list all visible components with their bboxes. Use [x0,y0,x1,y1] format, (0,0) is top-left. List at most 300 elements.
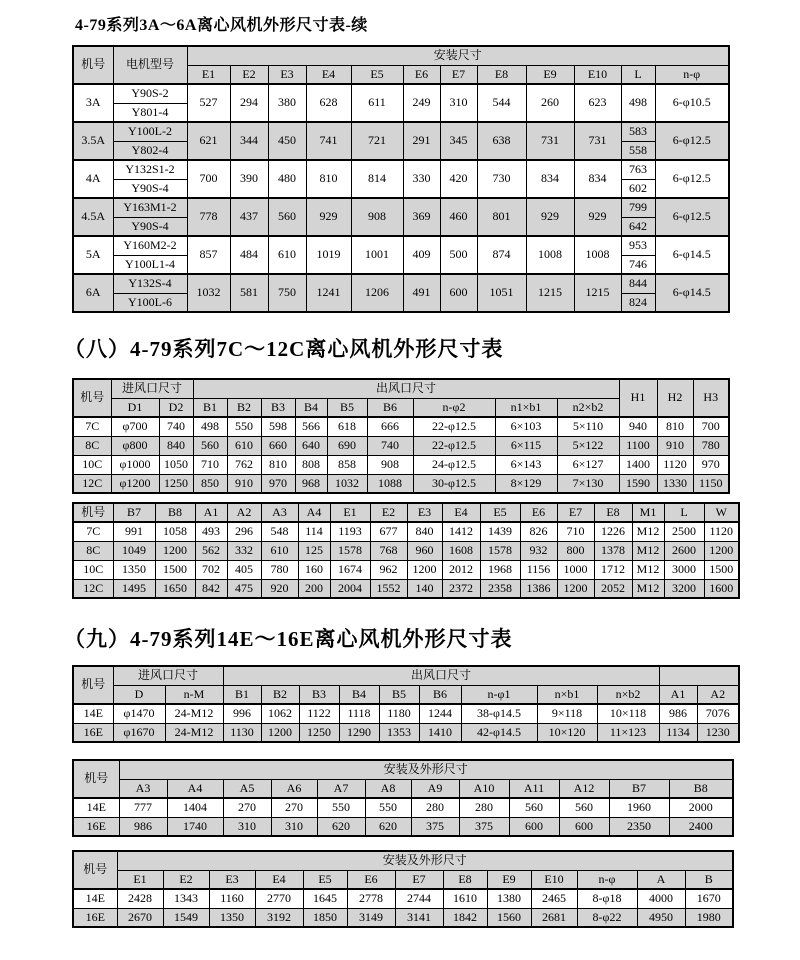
column-header-cell: E7 [557,503,594,522]
table-cell: 1650 [155,579,195,598]
table-cell: 763 [621,160,655,179]
table-cell: 940 [619,417,657,436]
column-header-cell: D2 [159,398,193,417]
table-header-row [73,779,733,798]
table-cell: 778 [187,198,230,236]
table-cell: 1608 [442,541,480,560]
table-cell: 1008 [526,236,574,274]
table-cell: 1134 [659,723,697,742]
table-cell: 808 [295,455,327,474]
table-cell: 1842 [443,908,487,927]
table-cell: 800 [557,541,594,560]
table-cell: 1590 [619,474,657,493]
table-cell: 8×129 [495,474,557,493]
table-cell: 1560 [487,908,531,927]
table-3a-6a-install-dimensions [72,45,730,313]
table-cell: 3149 [347,908,395,927]
table-cell: 1062 [261,704,299,723]
column-header-cell: n2×b2 [557,398,619,417]
table-cell: 1120 [704,522,739,541]
column-header-cell: E2 [163,870,209,889]
table-cell: 970 [693,455,729,474]
table-cell: 38-φ14.5 [461,704,537,723]
table-cell: 1404 [167,798,223,817]
table-cell: 858 [327,455,367,474]
table-cell: 1578 [480,541,520,560]
table-cell: 1100 [619,436,657,455]
table-cell: 810 [306,160,351,198]
table-row [73,704,739,723]
table-cell: 560 [193,436,227,455]
column-header-cell: 安装及外形尺寸 [119,760,733,779]
table-cell: 405 [227,560,261,579]
column-header-cell: W [704,503,739,522]
table-cell: 369 [403,198,440,236]
table-row [73,474,729,493]
table-cell: 929 [574,198,621,236]
table-cell: 3.5A [73,122,113,160]
table-cell: 1200 [261,723,299,742]
table-cell: 550 [227,417,261,436]
table-cell: 2350 [609,817,669,836]
column-header-cell: 电机型号 [113,46,187,84]
table-cell: 1350 [113,560,155,579]
column-header-cell: B1 [223,685,261,704]
table-cell: 1386 [520,579,557,598]
table-cell: 1215 [574,274,621,312]
table-cell: 12C [73,474,111,493]
table-header-row [73,666,739,685]
table-cell: 1378 [594,541,632,560]
table-cell: 1180 [379,704,419,723]
table-header-row [73,503,739,522]
column-header-cell: n-φ [655,65,729,84]
table-cell: 310 [440,84,477,122]
table-cell: 1439 [480,522,520,541]
table-cell: 842 [195,579,227,598]
table-cell: 16E [73,817,119,836]
column-header-cell: B7 [609,779,669,798]
table-cell: 475 [227,579,261,598]
table-header-row [73,379,729,398]
table-cell: 270 [223,798,271,817]
table-cell: 1712 [594,560,632,579]
column-header-cell: B7 [113,503,155,522]
table-cell: 640 [295,436,327,455]
column-header-cell: n×b1 [537,685,597,704]
table-cell: 660 [261,436,295,455]
table-cell: 700 [187,160,230,198]
column-header-cell: B5 [327,398,367,417]
column-header-cell: A1 [659,685,697,704]
table-cell: 9×118 [537,704,597,723]
table-header-row [73,851,733,870]
section-title-14e-16e: （九）4-79系列14E～16E离心风机外形尺寸表 [64,627,513,651]
table-cell: Y90S-2 [113,84,187,103]
column-header-cell: E3 [407,503,442,522]
table-cell: 1150 [693,474,729,493]
table-cell: Y163M1-2 [113,198,187,217]
table-cell: 611 [351,84,403,122]
column-header-cell: 进风口尺寸 [113,666,223,685]
table-cell: 2004 [330,579,370,598]
table-cell: Y132S1-2 [113,160,187,179]
column-header-cell: A4 [298,503,330,522]
table-cell: 642 [621,217,655,236]
table-cell: 1206 [351,274,403,312]
table-cell: φ1670 [113,723,165,742]
table-cell: 10×118 [597,704,659,723]
table-cell: 1244 [419,704,461,723]
table-cell: 200 [298,579,330,598]
table-cell: 932 [520,541,557,560]
table-cell: M12 [632,522,664,541]
table-cell: 491 [403,274,440,312]
column-header-cell: B2 [227,398,261,417]
column-header-cell: 机号 [73,379,111,417]
column-header-cell: n-φ2 [413,398,495,417]
column-header-cell: A [637,870,685,889]
table-cell: 777 [119,798,167,817]
table-cell: 330 [403,160,440,198]
table-cell: M12 [632,579,664,598]
column-header-cell: A9 [411,779,459,798]
table-cell: 11×123 [597,723,659,742]
table-cell: 6×115 [495,436,557,455]
table-cell: 3A [73,84,113,122]
table-cell: 2052 [594,579,632,598]
table-cell: 1250 [159,474,193,493]
table-cell: 1008 [574,236,621,274]
table-header-row [73,46,729,65]
column-header-cell: E7 [440,65,477,84]
table-cell: 1960 [609,798,669,817]
table-cell: 6-φ10.5 [655,84,729,122]
table-cell: 260 [526,84,574,122]
table-cell: 602 [621,179,655,198]
column-header-cell: E10 [531,870,577,889]
table-cell: 114 [298,522,330,541]
table-cell: 7×130 [557,474,619,493]
table-cell: 6-φ12.5 [655,198,729,236]
table-header-row [73,685,739,704]
table-cell: 14E [73,798,119,817]
table-cell: 1670 [685,889,733,908]
column-header-cell: B4 [295,398,327,417]
column-header-cell: A7 [317,779,365,798]
table-cell: 484 [230,236,268,274]
table-cell: 1032 [187,274,230,312]
column-header-cell: 进风口尺寸 [111,379,193,398]
column-header-cell: A2 [697,685,739,704]
table-cell: 140 [407,579,442,598]
column-header-cell: E5 [351,65,403,84]
table-row [73,579,739,598]
table-header-row [73,760,733,779]
table-cell: 310 [271,817,317,836]
table-cell: 30-φ12.5 [413,474,495,493]
table-cell: 3141 [395,908,443,927]
table-cell: 583 [621,122,655,141]
column-header-cell: n×b2 [597,685,659,704]
table-cell: 1350 [209,908,255,927]
column-header-cell: E2 [230,65,268,84]
table-cell: 1674 [330,560,370,579]
table-cell: 910 [657,436,693,455]
table-cell: 498 [621,84,655,122]
column-header-cell: E7 [395,870,443,889]
table-14e-16e-mounting-a-dimensions [72,759,734,837]
table-cell: 598 [261,417,295,436]
table-cell: 548 [261,522,298,541]
table-row [73,560,739,579]
table-cell: 600 [559,817,609,836]
table-cell: 826 [520,522,557,541]
table-row [73,798,733,817]
table-cell: 780 [261,560,298,579]
table-cell: 160 [298,560,330,579]
table-cell: 550 [317,798,365,817]
table-cell: 960 [407,541,442,560]
table-cell: Y90S-4 [113,217,187,236]
table-cell: 1353 [379,723,419,742]
table-cell: 6-φ14.5 [655,274,729,312]
table-14e-16e-mounting-e-dimensions [72,850,734,928]
table-cell: 5×110 [557,417,619,436]
table-cell: 1578 [330,541,370,560]
table-cell: 677 [370,522,407,541]
column-header-cell: L [664,503,704,522]
table-cell: 500 [440,236,477,274]
table-cell: 1980 [685,908,733,927]
table-cell: 560 [268,198,306,236]
table-row [73,236,729,255]
table-cell: 6×143 [495,455,557,474]
table-cell: 762 [227,455,261,474]
column-header-cell: A6 [271,779,317,798]
table-cell: 810 [261,455,295,474]
table-cell: Y132S-4 [113,274,187,293]
table-cell: 380 [268,84,306,122]
table-cell: 666 [367,417,413,436]
table-cell: 2681 [531,908,577,927]
table-cell: 1230 [697,723,739,742]
table-cell: 24-M12 [165,704,223,723]
table-cell: 294 [230,84,268,122]
table-cell: 5×122 [557,436,619,455]
table-cell: 280 [459,798,509,817]
column-header-cell: E3 [209,870,255,889]
table-cell: 731 [574,122,621,160]
table-row [73,908,733,927]
table-cell: 628 [306,84,351,122]
table-cell: 7C [73,522,113,541]
table-cell: 460 [440,198,477,236]
table-cell: 5A [73,236,113,274]
table-cell: 908 [367,455,413,474]
table-cell: 610 [227,436,261,455]
table-cell: 558 [621,141,655,160]
table-cell: 2400 [669,817,733,836]
table-header-row [73,870,733,889]
table-cell: 4950 [637,908,685,927]
table-cell: 345 [440,122,477,160]
table-cell: 768 [370,541,407,560]
table-cell: 970 [261,474,295,493]
table-cell: 6×127 [557,455,619,474]
column-header-cell: B6 [419,685,461,704]
table-cell: 437 [230,198,268,236]
column-header-cell: E2 [370,503,407,522]
table-cell: 1001 [351,236,403,274]
table-cell: 8-φ22 [577,908,637,927]
table-cell: 1050 [159,455,193,474]
column-header-cell: B3 [261,398,295,417]
table-cell: 544 [477,84,526,122]
table-cell: 1500 [155,560,195,579]
table-cell: 480 [268,160,306,198]
table-cell: 249 [403,84,440,122]
table-cell: 2744 [395,889,443,908]
table-cell: 390 [230,160,268,198]
table-cell: 1250 [299,723,339,742]
table-cell: 560 [509,798,559,817]
column-header-cell: B3 [299,685,339,704]
table-cell: Y160M2-2 [113,236,187,255]
table-7c-12c-mounting-dimensions [72,502,740,599]
table-cell: 850 [193,474,227,493]
column-header-cell: E6 [520,503,557,522]
table-cell: 420 [440,160,477,198]
table-cell: 344 [230,122,268,160]
table-cell: 1552 [370,579,407,598]
column-header-cell: n-φ [577,870,637,889]
table-row [73,160,729,179]
column-header-cell: A11 [509,779,559,798]
table-cell: 840 [407,522,442,541]
table-cell: 6×103 [495,417,557,436]
column-header-cell: E1 [187,65,230,84]
column-header-cell: A5 [223,779,271,798]
table-cell: 1156 [520,560,557,579]
table-cell: 962 [370,560,407,579]
column-header-cell: E8 [477,65,526,84]
table-cell: 566 [295,417,327,436]
column-header-cell: 机号 [73,503,113,522]
table-cell: 996 [223,704,261,723]
table-cell: 125 [298,541,330,560]
table-cell: 740 [159,417,193,436]
table-row [73,455,729,474]
column-header-cell: 出风口尺寸 [223,666,659,685]
table-cell: Y90S-4 [113,179,187,198]
column-header-cell: E5 [303,870,347,889]
table-cell: 2778 [347,889,395,908]
table-cell: 14E [73,889,117,908]
table-cell: 16E [73,723,113,742]
table-cell: 1645 [303,889,347,908]
table-cell: 4000 [637,889,685,908]
column-header-cell: E1 [330,503,370,522]
table-cell: 834 [574,160,621,198]
table-cell: 1200 [155,541,195,560]
table-cell: 14E [73,704,113,723]
table-cell: 527 [187,84,230,122]
table-row [73,198,729,217]
table-cell: Y100L1-4 [113,255,187,274]
table-cell: 1215 [526,274,574,312]
column-header-cell: 安装尺寸 [187,46,729,65]
table-cell: 1290 [339,723,379,742]
table-cell: 1122 [299,704,339,723]
table-cell: 741 [306,122,351,160]
table-cell: φ1200 [111,474,159,493]
table-cell: 824 [621,293,655,312]
column-header-cell: A1 [195,503,227,522]
table-cell: Y802-4 [113,141,187,160]
column-header-cell: A3 [119,779,167,798]
table-cell: 799 [621,198,655,217]
column-header-cell: H3 [693,379,729,417]
table-cell: 740 [367,436,413,455]
table-cell: 22-φ12.5 [413,436,495,455]
table-cell: 750 [268,274,306,312]
column-header-cell: B5 [379,685,419,704]
table-row [73,274,729,293]
table-cell: 3192 [255,908,303,927]
table-cell: 6-φ12.5 [655,160,729,198]
table-cell: 610 [261,541,298,560]
table-cell: 1051 [477,274,526,312]
table-cell: 10×120 [537,723,597,742]
table-cell: 721 [351,122,403,160]
table-cell: φ1000 [111,455,159,474]
table-cell: 8C [73,541,113,560]
table-cell: 1549 [163,908,209,927]
column-header-cell: B6 [367,398,413,417]
column-header-cell: n1×b1 [495,398,557,417]
table-cell: 1049 [113,541,155,560]
table-cell: 2012 [442,560,480,579]
table-cell: 690 [327,436,367,455]
column-header-cell: E4 [306,65,351,84]
column-header-cell: E9 [487,870,531,889]
table-cell: 7076 [697,704,739,723]
table-cell: 1118 [339,704,379,723]
table-cell: 296 [227,522,261,541]
table-row [73,436,729,455]
table-cell: 3000 [664,560,704,579]
table-cell: 1200 [704,541,739,560]
table-cell: 375 [459,817,509,836]
column-header-cell: A12 [559,779,609,798]
table-cell: 1968 [480,560,520,579]
table-cell: 929 [526,198,574,236]
table-cell: 2358 [480,579,520,598]
table-cell: 291 [403,122,440,160]
table-cell: 1500 [704,560,739,579]
table-cell: 42-φ14.5 [461,723,537,742]
table-row [73,889,733,908]
table-cell: 493 [195,522,227,541]
table-cell: 1226 [594,522,632,541]
column-header-cell: 机号 [73,851,117,889]
column-header-cell: 机号 [73,666,113,704]
table-cell: 814 [351,160,403,198]
table-cell: 710 [193,455,227,474]
table-cell: Y100L-2 [113,122,187,141]
table-cell: 550 [365,798,411,817]
